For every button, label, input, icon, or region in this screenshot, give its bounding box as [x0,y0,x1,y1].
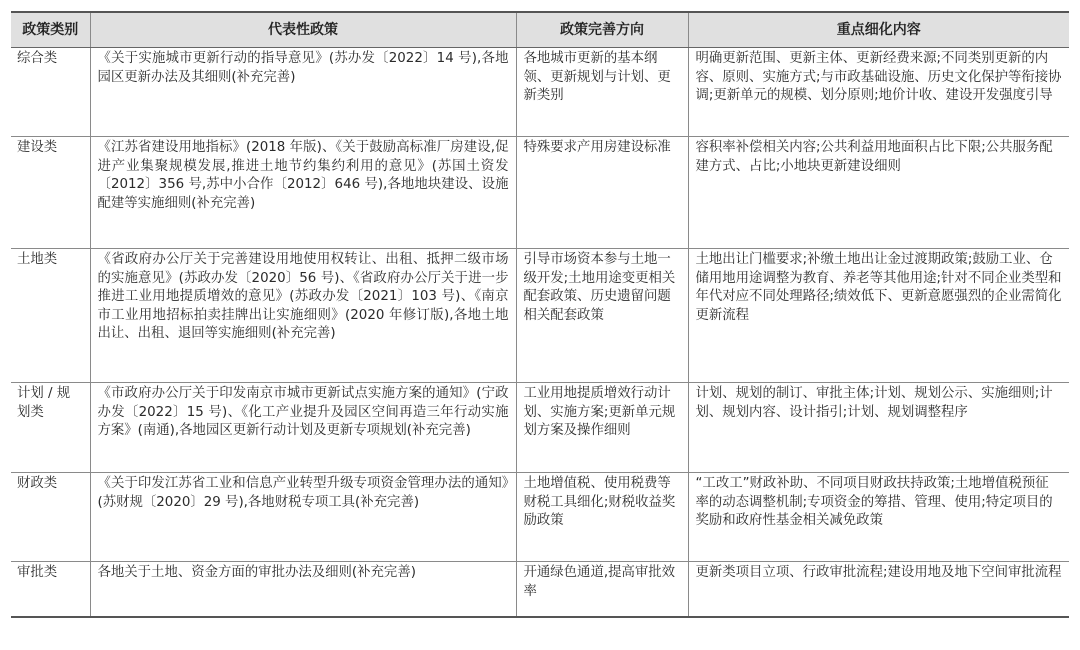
cell-details: 计划、规划的制订、审批主体;计划、规划公示、实施细则;计划、规划内容、设计指引;计划、规划调整程序 [688,383,1069,473]
cell-direction: 特殊要求产用房建设标准 [516,137,688,249]
table-row [11,473,1069,562]
cell-policy: 《关于实施城市更新行动的指导意见》(苏办发〔2022〕14 号),各地园区更新办法及其细则(补充完善) [90,48,516,137]
table-row [11,48,1069,137]
table-row [11,383,1069,473]
cell-policy: 《省政府办公厅关于完善建设用地使用权转让、出租、抵押二级市场的实施意见》(苏政办发〔2020〕56 号)、《省政府办公厅关于进一步推进工业用地提质增效的意见》(苏政办发〔2021〕103 号)、《南京市工业用地招标拍卖挂牌出让实施细则》(2020 年修订版),各地土地出让、出租、退回等实施细则(补充完善) [90,249,516,383]
table-row [11,137,1069,249]
cell-details: 土地出让门槛要求;补缴土地出让金过渡期政策;鼓励工业、仓储用地用途调整为教育、养老等其他用途;针对不同企业类型和年代对应不同处理路径;绩效低下、更新意愿强烈的企业需简化更新流程 [688,249,1069,383]
cell-details: 更新类项目立项、行政审批流程;建设用地及地下空间审批流程 [688,562,1069,617]
cell-details: “工改工”财政补助、不同项目财政扶持政策;土地增值税预征率的动态调整机制;专项资金的筹措、管理、使用;特定项目的奖励和政府性基金相关减免政策 [688,473,1069,562]
header-policy: 代表性政策 [90,12,516,48]
cell-category: 财政类 [11,473,90,562]
cell-policy: 《关于印发江苏省工业和信息产业转型升级专项资金管理办法的通知》(苏财规〔2020〕29 号),各地财税专项工具(补充完善) [90,473,516,562]
cell-policy: 《市政府办公厅关于印发南京市城市更新试点实施方案的通知》(宁政办发〔2022〕15 号)、《化工产业提升及园区空间再造三年行动实施方案》(南通),各地园区更新行动计划及更新专项规划(补充完善) [90,383,516,473]
policy-table [11,11,1069,618]
header-row [11,12,1069,48]
cell-direction: 各地城市更新的基本纲领、更新规划与计划、更新类别 [516,48,688,137]
table-row [11,249,1069,383]
header-direction: 政策完善方向 [516,12,688,48]
cell-category: 土地类 [11,249,90,383]
cell-direction: 引导市场资本参与土地一级开发;土地用途变更相关配套政策、历史遗留问题相关配套政策 [516,249,688,383]
cell-category: 审批类 [11,562,90,617]
header-details: 重点细化内容 [688,12,1069,48]
cell-category: 综合类 [11,48,90,137]
cell-direction: 开通绿色通道,提高审批效率 [516,562,688,617]
cell-category: 计划 / 规划类 [11,383,90,473]
table-row [11,562,1069,617]
header-category: 政策类别 [11,12,90,48]
policy-table-container [11,11,1069,618]
cell-details: 容积率补偿相关内容;公共利益用地面积占比下限;公共服务配建方式、占比;小地块更新建设细则 [688,137,1069,249]
cell-direction: 工业用地提质增效行动计划、实施方案;更新单元规划方案及操作细则 [516,383,688,473]
cell-category: 建设类 [11,137,90,249]
cell-details: 明确更新范围、更新主体、更新经费来源;不同类别更新的内容、原则、实施方式;与市政基础设施、历史文化保护等衔接协调;更新单元的规模、划分原则;地价计收、建设开发强度引导 [688,48,1069,137]
cell-policy: 各地关于土地、资金方面的审批办法及细则(补充完善) [90,562,516,617]
cell-policy: 《江苏省建设用地指标》(2018 年版)、《关于鼓励高标准厂房建设,促进产业集聚规模发展,推进土地节约集约利用的意见》(苏国土资发〔2012〕356 号,苏中小合作〔2012〕646 号),各地地块建设、设施配建等实施细则(补充完善) [90,137,516,249]
cell-direction: 土地增值税、使用税费等财税工具细化;财税收益奖励政策 [516,473,688,562]
